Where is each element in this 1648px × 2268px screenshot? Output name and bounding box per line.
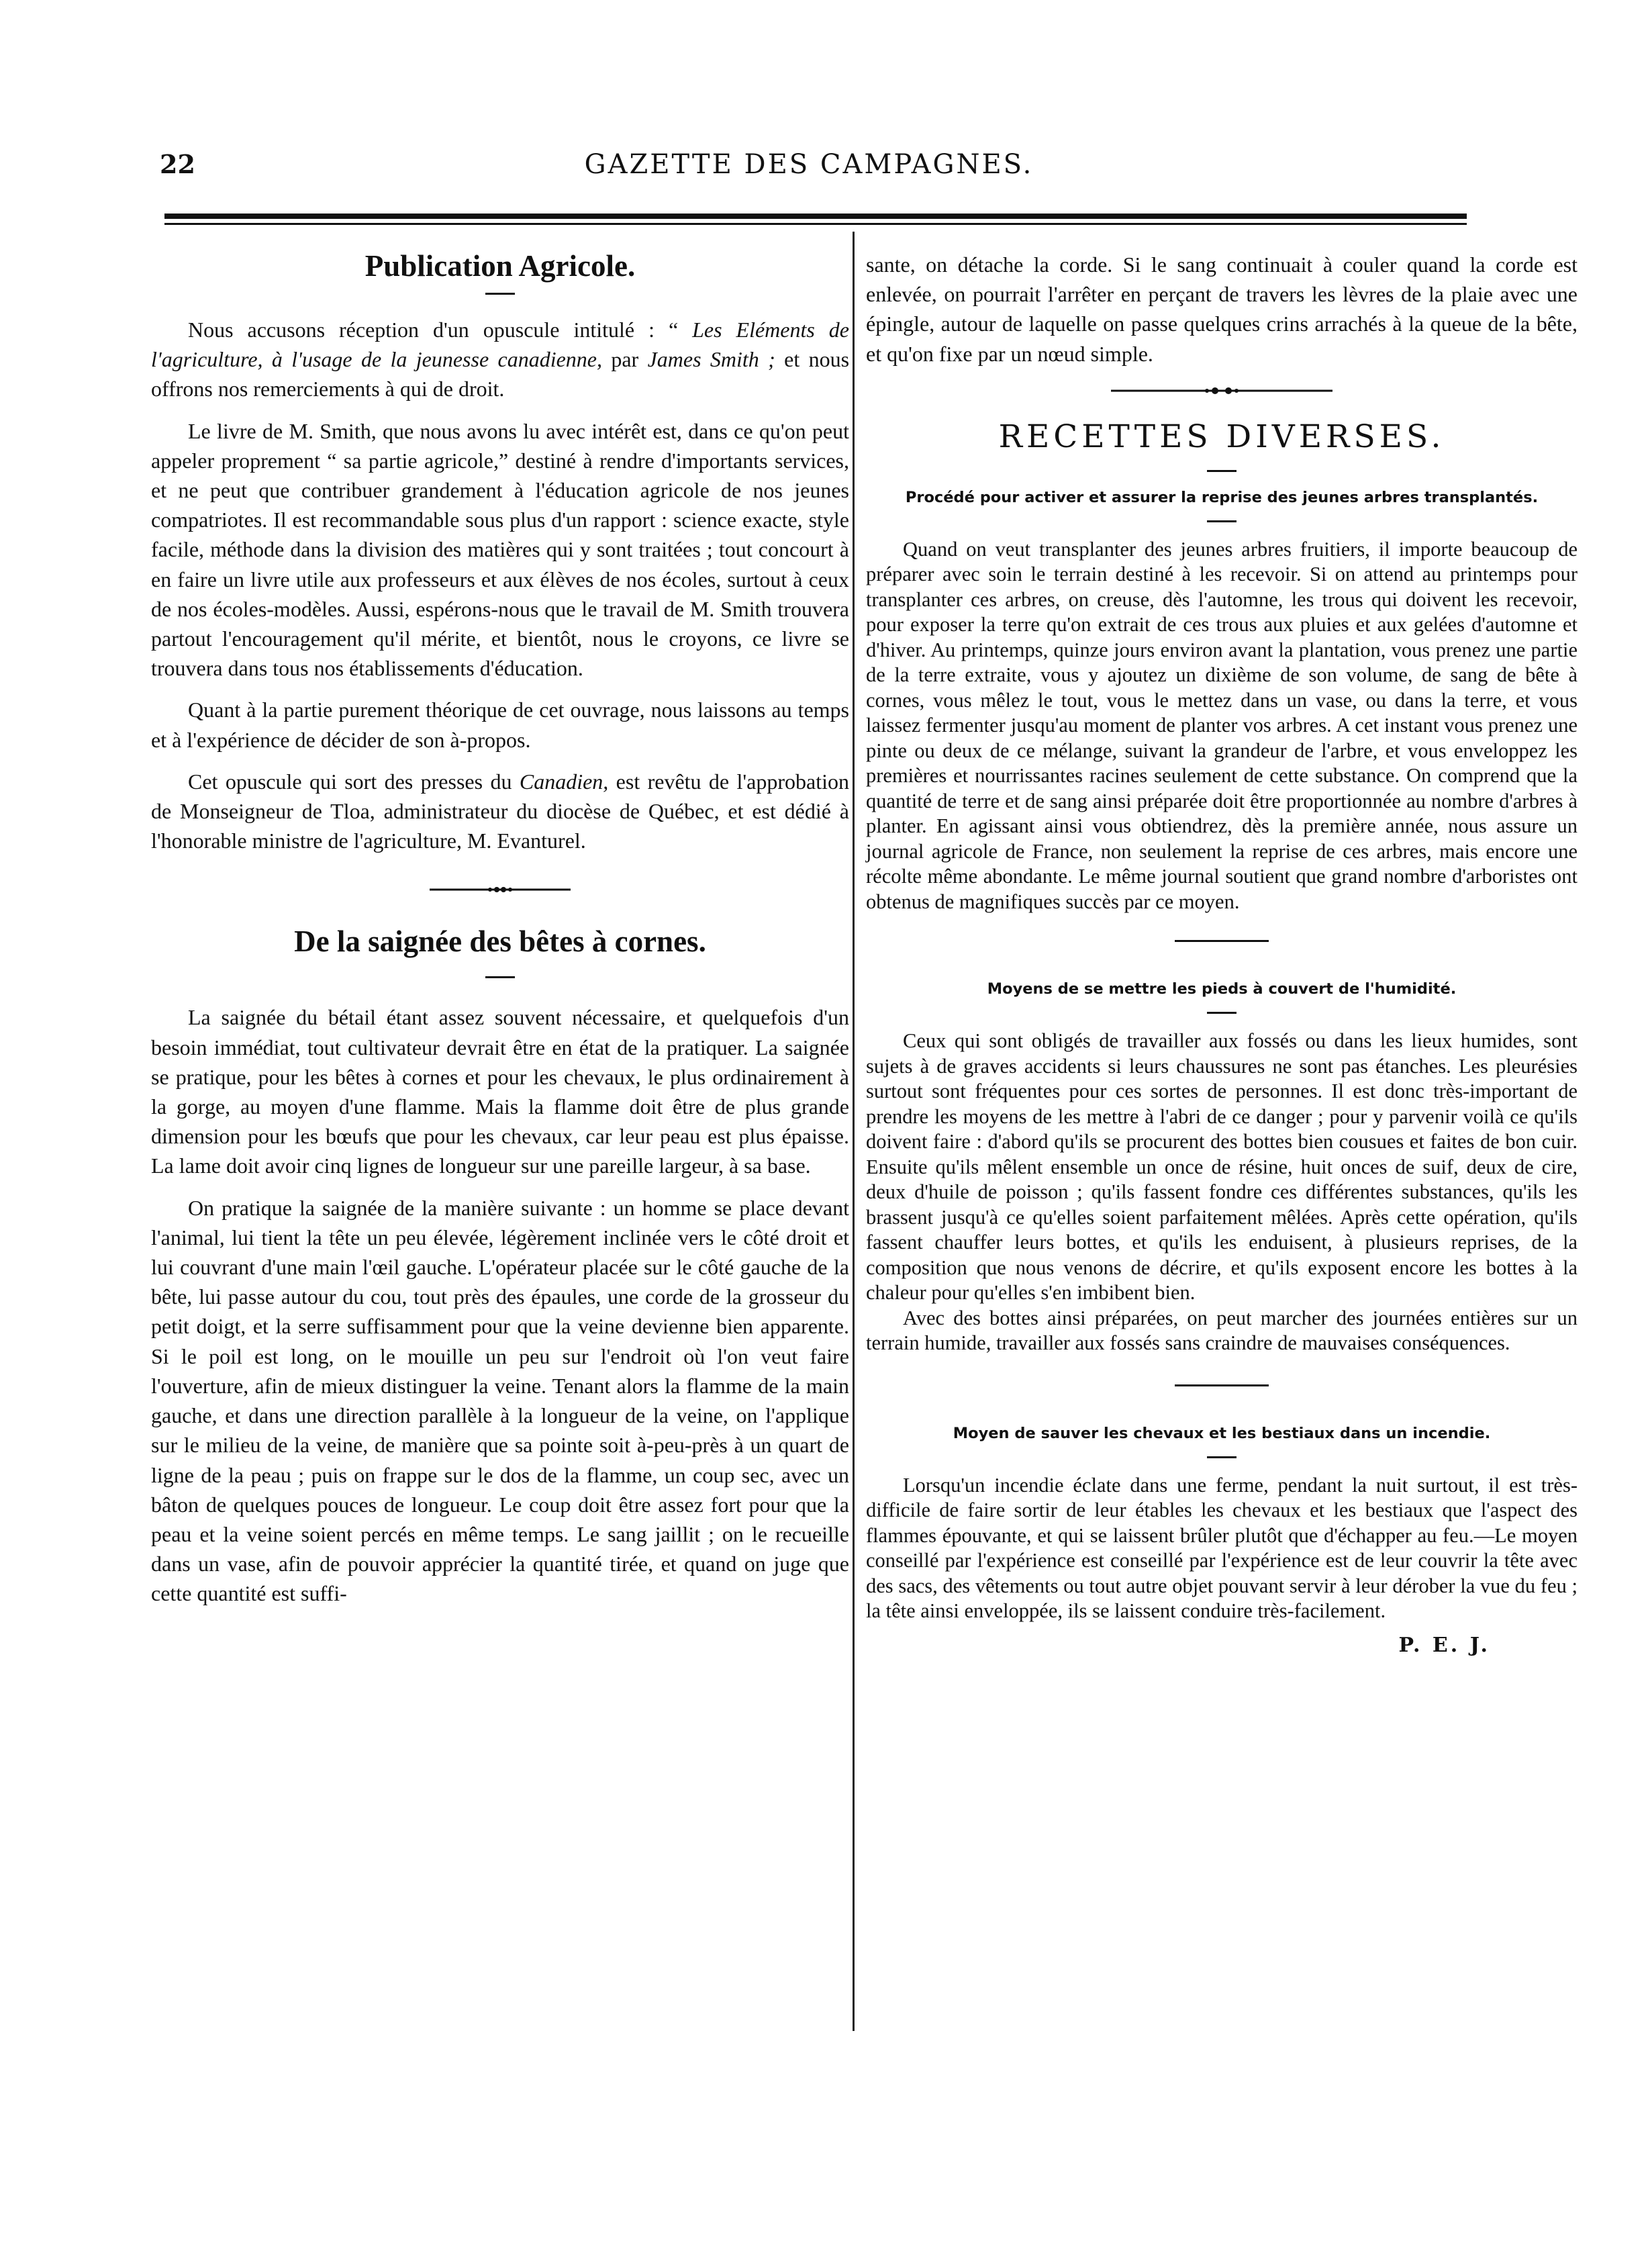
title-dash — [1207, 470, 1237, 472]
author-name: James Smith ; — [647, 347, 775, 372]
publication-title: GAZETTE DES CAMPAGNES. — [584, 149, 1034, 180]
title-dash — [485, 976, 515, 978]
recipe-text-incendie: Lorsqu'un incendie éclate dans une ferme, pendant la nuit surtout, il est très-difficile de faire sortir de leur étables les chevaux et les bestiaux que l'aspect des flammes épouvante, et qui se laissent brûler plutôt que d'échapper au feu.—Le moyen conseillé par l'expérience est conseillé par l'expérience est de leur couvrir la tête avec des sacs, des vêtements ou tout autre objet pouvant servir à leur dérober la vue du feu ; la tête ainsi enveloppée, ils se laissent conduire très-facilement. — [866, 1473, 1578, 1623]
section-ornament — [151, 885, 849, 894]
title-dash — [1207, 520, 1237, 522]
recipe-title-humidite: Moyens de se mettre les pieds à couvert de l'humidité. — [987, 980, 1457, 998]
header-rule-thick — [164, 214, 1467, 219]
title-dash — [1207, 1012, 1237, 1014]
article-title-saignee: De la saignée des bêtes à cornes. — [294, 925, 706, 959]
publication-paragraph-1: Nous accusons réception d'un opuscule intitulé : “ Les Eléments de l'agriculture, à l'usage de la jeunesse canadienne, par James Smith ; et nous offrons nos remerciements à qui de droit. — [151, 318, 850, 401]
recipe-title-arbres: Procédé pour activer et assurer la reprise des jeunes arbres transplantés. — [905, 488, 1539, 506]
author-signature: P. E. J. — [1398, 1633, 1490, 1657]
section-rule — [1175, 1384, 1269, 1386]
page-header — [154, 149, 1463, 189]
publication-paragraph-4: Cet opuscule qui sort des presses du Canadien, est revêtu de l'approbation de Monseigneur de Tloa, administrateur du diocèse de Québec, et est dédié à l'honorable ministre de l'agriculture, M. Evanturel. — [151, 769, 850, 853]
section-ornament — [866, 386, 1578, 395]
article-title-publication: Publication Agricole. — [365, 249, 636, 283]
book-title: Les Eléments de l'agriculture, à l'usage de la jeunesse canadienne, — [151, 318, 850, 372]
column-divider — [853, 232, 855, 2031]
saignee-continuation: sante, on détache la corde. Si le sang continuait à couler quand la corde est enlevée, on pourrait l'arrêter en perçant de travers les lèvres de la plaie avec une épingle, autour de laquelle on passe quelques crins arrachés à la queue de la bête, et qu'on fixe par un nœud simple. — [866, 252, 1578, 366]
left-column — [151, 248, 849, 1609]
saignee-paragraph-2: On pratique la saignée de la manière suivante : un homme se place devant l'animal, lui tient la tête un peu élevée, légèrement inclinée vers le côté droit et lui couvrant d'une main l'œil gauche. L'opérateur placée sur le côté gauche de la bête, lui passe autour du cou, tout près des épaules, une corde de la grosseur du petit doigt, et la serre suffisamment pour que la veine devienne bien apparente. Si le poil est long, on le mouille un peu sur l'endroit où l'on veut faire l'ouverture, afin de mieux distinguer la veine. Tenant alors la flamme de la main gauche, et dans une direction parallèle à la longueur de la veine, on l'applique sur le milieu de la veine, de manière que sa pointe soit à-peu-près à un quart de ligne de la peau ; puis on frappe sur le dos de la flamme, un coup sec, avec un bâton de quelques pouces de longueur. Le coup doit être assez fort pour que la peau et la veine soient percés en même temps. Le sang jaillit ; on le recueille dans un vase, afin de pouvoir apprécier la quantité tirée, et quand on juge que cette quantité est suffi- — [151, 1195, 849, 1606]
recipe-title-incendie: Moyen de sauver les chevaux et les bestiaux dans un incendie. — [953, 1424, 1491, 1442]
right-column — [866, 250, 1578, 1657]
publication-paragraph-3: Quant à la partie purement théorique de cet ouvrage, nous laissons au temps et à l'expérience de décider de son à-propos. — [151, 698, 849, 752]
title-dash — [485, 293, 515, 295]
saignee-paragraph-1: La saignée du bétail étant assez souvent nécessaire, et quelquefois d'un besoin immédiat, tout cultivateur devrait être en état de la pratiquer. La saignée se pratique, pour les bêtes à cornes et pour les chevaux, le plus ordinairement à la gorge, au moyen d'une flamme. Mais la flamme doit être de plus grande dimension pour les bœufs que pour les chevaux, car leur peau est plus épaisse. La lame doit avoir cinq lignes de longueur sur une pareille largeur, à sa base. — [151, 1005, 849, 1178]
recipe-text-arbres: Quand on veut transplanter des jeunes arbres fruitiers, il importe beaucoup de préparer avec soin le terrain destiné à les recevoir. Si on attend au printemps pour transplanter ces arbres, on creuse, dès l'automne, les trous qui doivent les recevoir, pour exposer la terre qu'on extrait de ces trous aux pluies et aux gelées d'automne et d'hiver. Au printemps, quinze jours environ avant la plantation, vous prenez une partie de la terre extraite, vous y ajoutez un dixième de son volume, de sang de bête à cornes, vous mêlez le tout, vous le mettez dans un vase, ou dans la terre, et vous laissez fermenter jusqu'au moment de planter vos arbres. A cet instant vous prenez une pinte ou deux de ce mélange, suivant la grandeur de l'arbre, et vous enveloppez les premières et nourrissantes racines seulement de cette substance. On comprend que la quantité de terre et de sang ainsi préparée doit être proportionnée au nombre d'arbres à planter. En agissant ainsi vous obtiendrez, dès la première année, nous assure un journal agricole de France, non seulement la reprise de ces arbres, mais encore une récolte même abondante. Le même journal soutient que grand nombre d'arboristes ont obtenus de magnifiques succès par ce moyen. — [866, 537, 1578, 913]
title-dash — [1207, 1456, 1237, 1458]
page-number: 22 — [160, 149, 195, 179]
header-rule-thin — [164, 223, 1467, 225]
section-rule — [1175, 940, 1269, 942]
publication-paragraph-2: Le livre de M. Smith, que nous avons lu avec intérêt est, dans ce qu'on peut appeler proprement “ sa partie agricole,” destiné à rendre d'importants services, et ne peut que contribuer grandement à l'éducation agricole de nos jeunes compatriotes. Il est recommandable sous plus d'un rapport : science exacte, style facile, méthode dans la division des matières qui y sont traitées ; tout concourt à en faire un livre utile aux professeurs et aux élèves de nos écoles, surtout à ceux de nos écoles-modèles. Aussi, espérons-nous que le travail de M. Smith trouvera partout l'encouragement qu'il mérite, et bientôt, nous le croyons, ce livre se trouvera dans tous nos établissements d'éducation. — [151, 418, 849, 681]
section-title-recettes: RECETTES DIVERSES. — [998, 418, 1445, 455]
recipe-text-humidite-2: Avec des bottes ainsi préparées, on peut marcher des journées entières sur un terrain humide, travailler aux fossés sans craindre de mauvaises conséquences. — [866, 1306, 1578, 1355]
newspaper-name: Canadien, — [519, 769, 609, 794]
recipe-text-humidite: Ceux qui sont obligés de travailler aux fossés ou dans les lieux humides, sont sujets à de graves accidents si leurs chaussures ne sont pas étanches. Les pleurésies surtout sont fréquentes pour ces sortes de personnes. Il est donc très-important de prendre les moyens de les mettre à l'abri de ce danger ; pour y parvenir voilà ce qu'ils doivent faire : d'abord qu'ils se procurent des bottes bien cousues et faites de bon cuir. Ensuite qu'ils mêlent ensemble un once de résine, huit onces de suif, deux de cire, deux d'huile de poisson ; qu'ils fassent fondre ces différentes substances, qu'ils les brassent jusqu'à ce qu'elles soient parfaitement mêlées. Après cette opération, qu'ils fassent chauffer leurs bottes, et qu'ils les enduisent, à plusieurs reprises, de la composition que nous venons de décrire, et qu'ils exposent encore les bottes à la chaleur pour qu'elles s'en imbibent bien. — [866, 1029, 1578, 1305]
